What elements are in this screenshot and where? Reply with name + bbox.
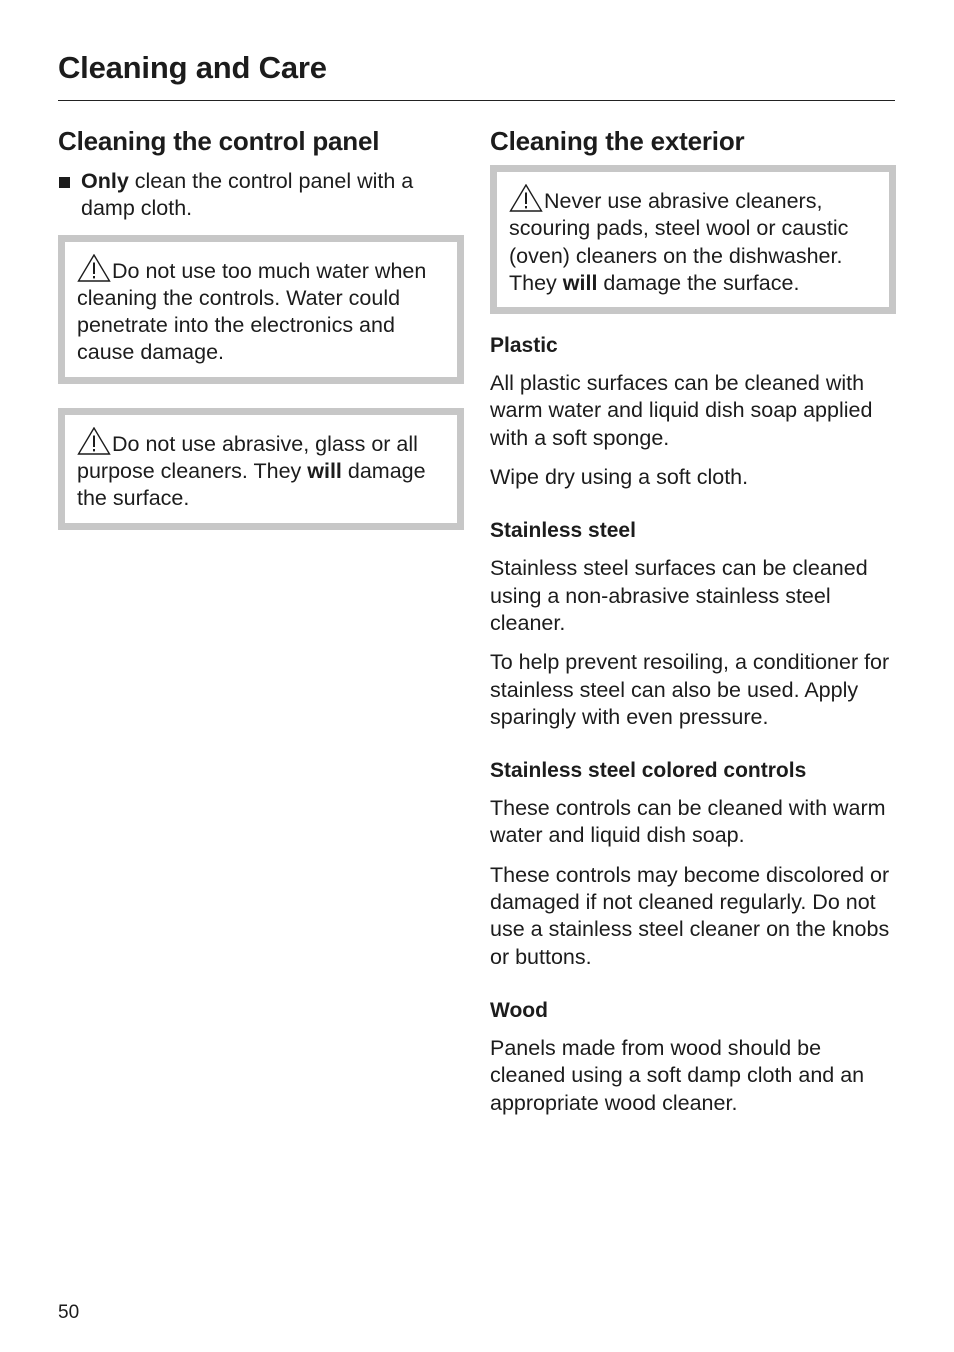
wood-heading: Wood xyxy=(490,998,548,1022)
warning-text: Do not use too much water when cleaning the controls. Water could penetrate into the electronics and cause damage. xyxy=(77,258,427,365)
wood-paragraph: Panels made from wood should be cleaned using a soft damp cloth and an appropriate wood cleaner. xyxy=(490,1035,865,1115)
stainless-paragraph: Stainless steel surfaces can be cleaned using a non-abrasive stainless steel cleaner. xyxy=(490,556,868,635)
plastic-heading: Plastic xyxy=(490,334,558,358)
page-number: 50 xyxy=(58,1302,80,1323)
control-panel-heading: Cleaning the control panel xyxy=(58,126,380,156)
right-column xyxy=(490,124,896,1117)
warning-bold: will xyxy=(307,459,342,484)
bullet-bold: Only xyxy=(81,169,129,193)
square-bullet-icon xyxy=(59,177,70,188)
colored-controls-heading: Stainless steel colored controls xyxy=(490,759,807,783)
plastic-paragraph: All plastic surfaces can be cleaned with warm water and liquid dish soap applied with a soft sponge. xyxy=(490,371,873,450)
warning-triangle-icon xyxy=(77,254,111,282)
warning-box-water xyxy=(58,235,464,384)
plastic-paragraph-2: Wipe dry using a soft cloth. xyxy=(490,465,749,490)
warning-bold: will xyxy=(562,270,598,295)
warning-box-abrasive xyxy=(490,165,896,314)
exterior-heading: Cleaning the exterior xyxy=(490,126,745,156)
warning-triangle-icon xyxy=(509,184,543,212)
warning-box-cleaners xyxy=(58,408,464,530)
page-title: Cleaning and Care xyxy=(58,50,327,85)
bullet-item xyxy=(58,168,464,223)
warning-text-end: damage the surface. xyxy=(597,270,800,295)
warning-triangle-icon xyxy=(77,427,111,455)
warning-text-end: damage the surface. xyxy=(77,459,426,511)
warning-text: Never use abrasive cleaners, scouring pads, steel wool or caustic (oven) cleaners on the dishwasher. They xyxy=(509,189,849,295)
stainless-heading: Stainless steel xyxy=(490,519,636,543)
bullet-text: clean the control panel with a damp cloth. xyxy=(81,169,414,221)
stainless-paragraph-2: To help prevent resoiling, a conditioner for stainless steel can also be used. Apply sparingly with even pressure. xyxy=(490,650,890,729)
colored-controls-paragraph-2: These controls may become discolored or damaged if not cleaned regularly. Do not use a stainless steel cleaner on the knobs or buttons. xyxy=(490,862,890,969)
left-column xyxy=(58,124,464,530)
warning-text: Do not use abrasive, glass or all purpose cleaners. They xyxy=(77,431,418,484)
title-divider xyxy=(58,100,895,101)
colored-controls-paragraph: These controls can be cleaned with warm water and liquid dish soap. xyxy=(490,796,886,848)
